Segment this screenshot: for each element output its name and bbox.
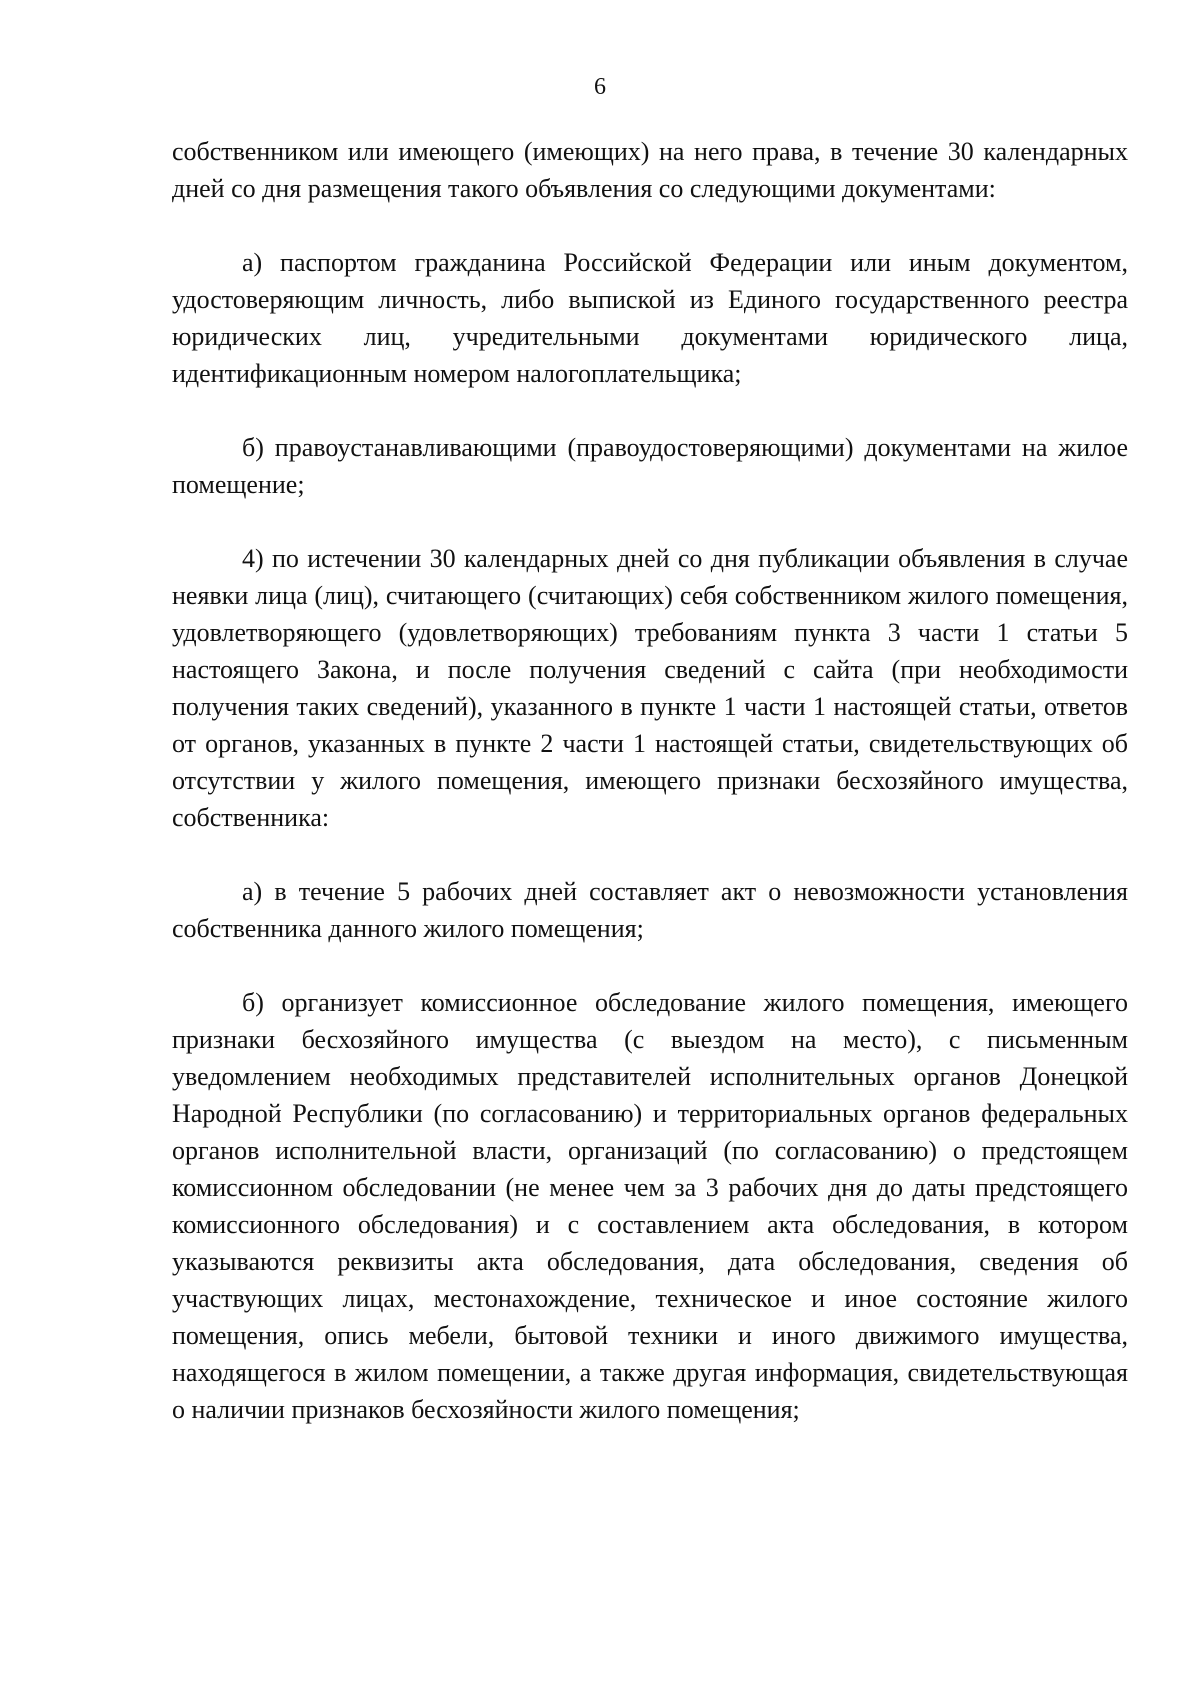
paragraph-item-a-act-of-impossibility: а) в течение 5 рабочих дней составляет акт о невозможности установления собственника данного жилого помещения;	[172, 877, 1128, 943]
paragraph-continuation: собственником или имеющего (имеющих) на него права, в течение 30 календарных дней со дня размещения такого объявления со следующими документами:	[172, 137, 1128, 203]
document-body	[172, 133, 1128, 1428]
paragraph-item-a-passport: а) паспортом гражданина Российской Федерации или иным документом, удостоверяющим личность, либо выпиской из Единого государственного реестра юридических лиц, учредительными документами юридического лица, идентификационным номером налогоплательщика;	[172, 248, 1128, 388]
paragraph-item-b-commission-inspection: б) организует комиссионное обследование жилого помещения, имеющего признаки бесхозяйного имущества (с выездом на место), с письменным уведомлением необходимых представителей исполнительных органов Донецкой Народной Республики (по согласованию) и территориальных органов федеральных органов исполнительной власти, организаций (по согласованию) о предстоящем комиссионном обследовании (не менее чем за 3 рабочих дня до даты предстоящего комиссионного обследования) и с составлением акта обследования, в котором указываются реквизиты акта обследования, дата обследования, сведения об участвующих лицах, местонахождение, техническое и иное состояние жилого помещения, опись мебели, бытовой техники и иного движимого имущества, находящегося в жилом помещении, а также другая информация, свидетельствующая о наличии признаков бесхозяйности жилого помещения;	[172, 988, 1128, 1424]
paragraph-item-4-after-30-days: 4) по истечении 30 календарных дней со дня публикации объявления в случае неявки лица (лиц), считающего (считающих) себя собственником жилого помещения, удовлетворяющего (удовлетворяющих) требованиям пункта 3 части 1 статьи 5 настоящего Закона, и после получения сведений с сайта (при необходимости получения таких сведений), указанного в пункте 1 части 1 настоящей статьи, ответов от органов, указанных в пункте 2 части 1 настоящей статьи, свидетельствующих об отсутствии у жилого помещения, имеющего признаки бесхозяйного имущества, собственника:	[172, 544, 1128, 832]
paragraph-item-b-title-documents: б) правоустанавливающими (правоудостоверяющими) документами на жилое помещение;	[172, 433, 1128, 499]
page-number: 6	[594, 74, 606, 100]
